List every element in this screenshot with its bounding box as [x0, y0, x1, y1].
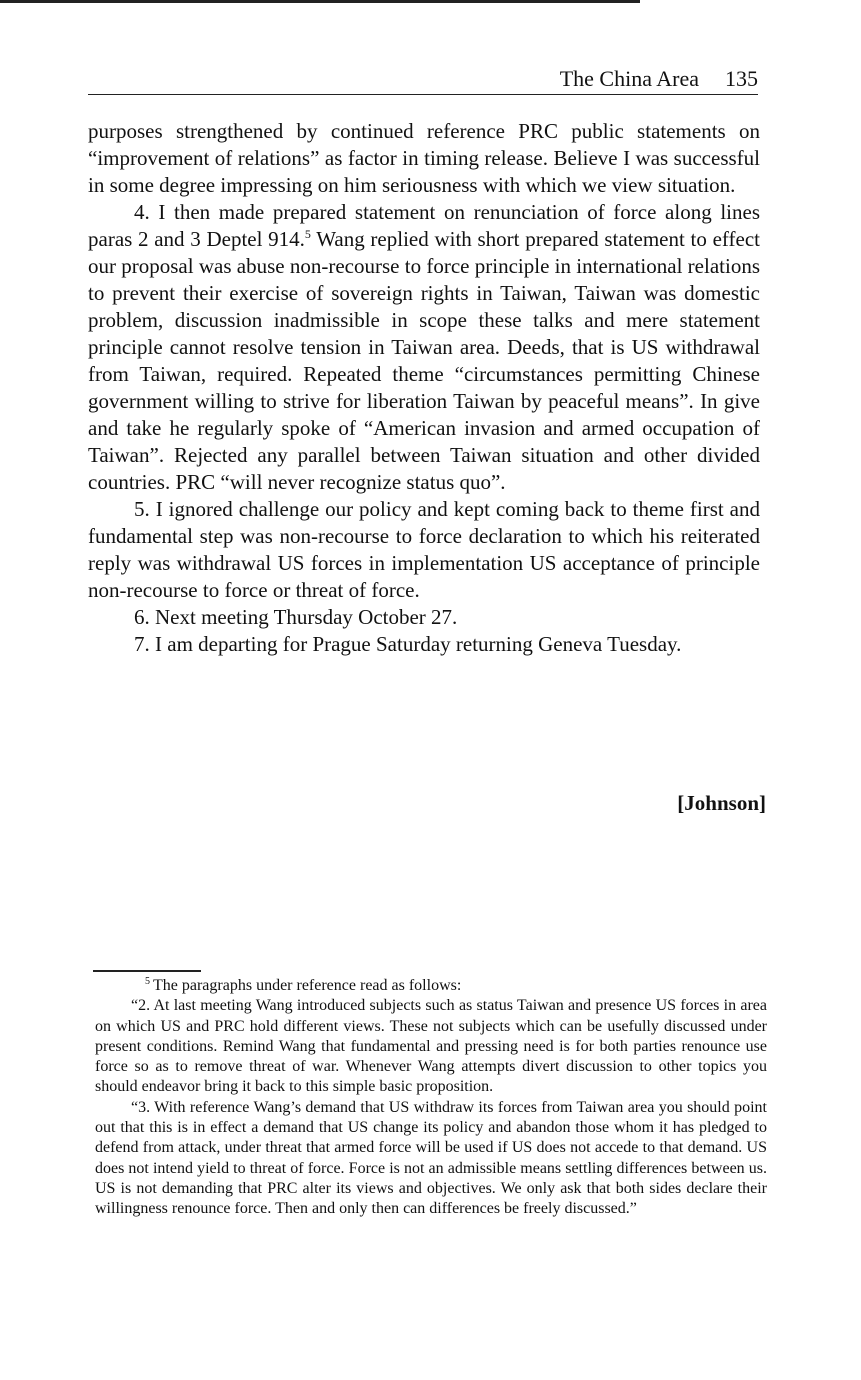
footnote-reference: 5 [304, 227, 311, 241]
paragraph-4-lead: 4. I then made prepared statement on renunciation of force along lines paras 2 and 3 Deptel 914. [88, 200, 760, 251]
footnote-intro-text: The paragraphs under reference read as follows: [153, 977, 462, 994]
section-title: The China Area [559, 66, 699, 91]
paragraph-4-rest: Wang replied with short prepared statement to effect our proposal was abuse non-recourse to force principle in international relations to prevent their exercise of sovereign rights in Taiwan, Taiwan was domestic problem, discussion inadmissible in scope these talks and mere statement principle cannot resolve tension in Taiwan area. Deeds, that is US withdrawal from Taiwan, required. Repeated theme “circumstances permitting Chinese government willing to strive for liberation Taiwan by peaceful means”. In give and take he regularly spoke of “American invasion and armed occupation of Taiwan”. Rejected any parallel between Taiwan situation and other divided countries. PRC “will never recognize status quo”. [88, 227, 760, 494]
footnote-marker: 5 [145, 975, 150, 987]
running-head [88, 64, 758, 95]
footnote-para-2: “2. At last meeting Wang introduced subjects such as status Taiwan and presence US forces in area on which US and PRC hold different views. These not subjects which can be usefully discussed under present conditions. Remind Wang that fundamental and pressing need is for both parties renounce use force so as to remove threat of war. Whenever Wang attempts divert discussion to other topics you should endeavor bring it back to this simple basic proposition. [95, 997, 767, 1096]
paragraph-6: 6. Next meeting Thursday October 27. [134, 605, 458, 629]
footnote-para-3: “3. With reference Wang’s demand that US withdraw its forces from Taiwan area you should point out that this is in effect a demand that US change its policy and abandon those whom it has pledged to defend from attack, under threat that armed force will be used if US does not accede to that demand. US does not intend yield to threat of force. Force is not an admissible means settling differences between us. US is not demanding that PRC alter its views and objectives. We only ask that both sides declare their willingness renounce force. Then and only then can differences be freely discussed.” [95, 1098, 767, 1218]
paragraph-5: 5. I ignored challenge our policy and kept coming back to theme first and fundamental step was non-recourse to force declaration to which his reiterated reply was withdrawal US forces in implementation US acceptance of principle non-recourse to force or threat of force. [88, 497, 760, 602]
paragraph-continued: purposes strengthened by continued reference PRC public statements on “improvement of relations” as factor in timing release. Believe I was successful in some degree impressing on him seriousness with which we view situation. [88, 119, 760, 197]
footnotes [95, 976, 767, 1220]
page-number: 135 [725, 66, 758, 91]
page-top-edge [0, 0, 640, 3]
paragraph-4 [88, 199, 760, 496]
signature: [Johnson] [677, 791, 766, 815]
main-text [88, 118, 760, 658]
paragraph-7: 7. I am departing for Prague Saturday returning Geneva Tuesday. [134, 632, 682, 656]
footnote-rule [93, 970, 201, 972]
footnote-intro [95, 976, 767, 996]
